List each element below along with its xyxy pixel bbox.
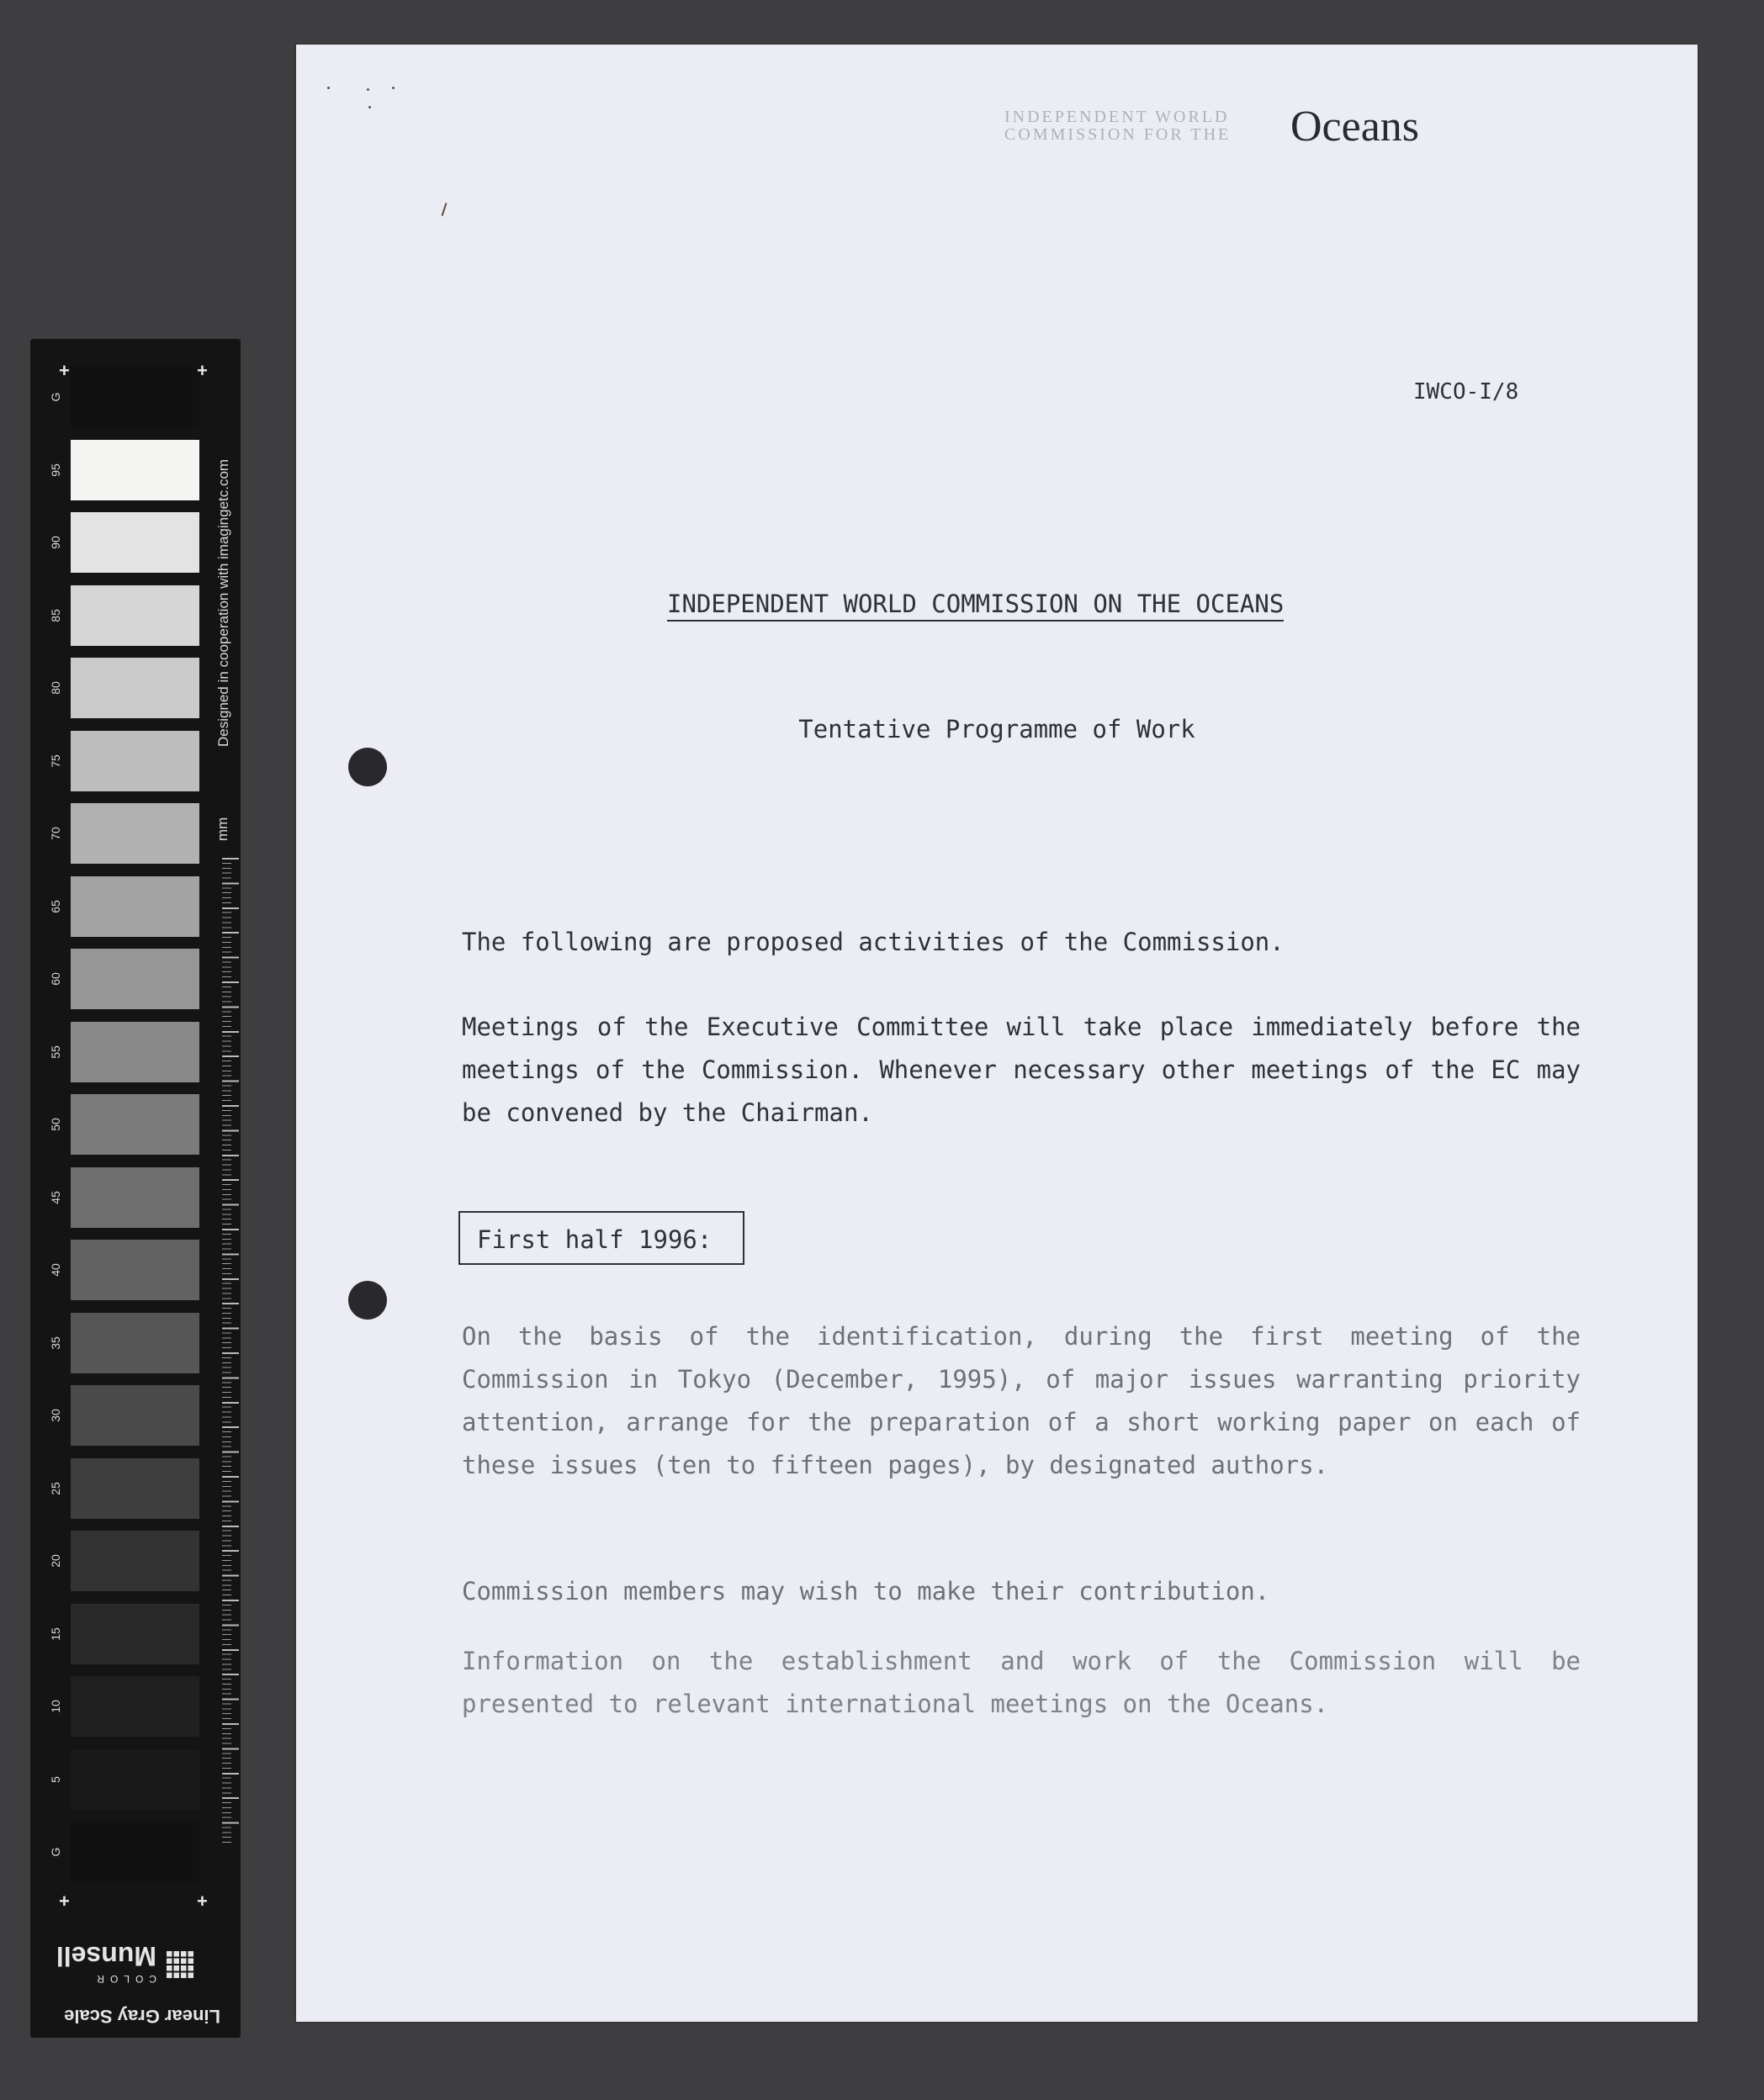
ruler-unit-label: mm (215, 817, 230, 841)
gray-patch-label: 25 (49, 1481, 62, 1495)
gray-patch-label: G (49, 392, 62, 402)
gray-patch-label: 85 (49, 608, 62, 622)
gray-patch (71, 1458, 199, 1519)
paper-speck (327, 87, 330, 89)
gray-patch-label: 60 (49, 972, 62, 986)
strip-credit-text: Designed in cooperation with imagingetc.com (215, 458, 231, 747)
document-page (296, 45, 1698, 2022)
gray-patch (71, 1749, 199, 1810)
gray-patch (71, 512, 199, 573)
registration-mark: + (59, 360, 70, 381)
registration-mark: + (59, 1891, 70, 1912)
gray-patch (71, 731, 199, 791)
gray-patch-label: 75 (49, 754, 62, 768)
gray-patch (71, 1604, 199, 1664)
gray-patch-label: 30 (49, 1409, 62, 1422)
paragraph-basis: On the basis of the identification, during the first meeting of the Commission in Tokyo (December, 1995), of major issues warranting priority attention, arrange for the preparation of a short working paper on each of these issues (ten to fifteen pages), by designated authors. (462, 1322, 1581, 1479)
scale-name: Linear Gray Scale (64, 2006, 220, 2027)
section-label-first-half-1996: First half 1996: (458, 1211, 744, 1265)
registration-mark: + (197, 360, 208, 381)
gray-patch (71, 1022, 199, 1082)
gray-patch (71, 1240, 199, 1300)
paragraph-intro: The following are proposed activities of the Commission. (462, 928, 1285, 956)
registration-mark: + (197, 1891, 208, 1912)
gray-patch-label: 90 (49, 536, 62, 549)
gray-patch-label: 45 (49, 1190, 62, 1204)
gray-patch (71, 440, 199, 500)
gray-patch (71, 949, 199, 1009)
document-title: INDEPENDENT WORLD COMMISSION ON THE OCEANS (667, 590, 1284, 622)
gray-patch-label: 35 (49, 1336, 62, 1350)
gray-patch (71, 1822, 199, 1882)
gray-patch-label: 15 (49, 1627, 62, 1641)
gray-patch (71, 585, 199, 646)
letterhead-line-2: COMMISSION FOR THE (1004, 125, 1232, 144)
pen-mark (442, 203, 448, 216)
gray-patch (71, 658, 199, 718)
gray-patch-label: 5 (49, 1775, 62, 1783)
gray-patch (71, 1094, 199, 1155)
gray-patch (71, 1313, 199, 1373)
punch-hole (348, 1281, 387, 1320)
brand-sub: COLOR (91, 1973, 156, 1985)
document-reference: IWCO-I/8 (1413, 379, 1519, 405)
gray-scale-strip (30, 339, 241, 2038)
munsell-logo-icon (167, 1951, 195, 1980)
gray-patch (71, 803, 199, 864)
gray-patch-label: 95 (49, 463, 62, 477)
gray-patch (71, 876, 199, 937)
gray-patch-label: G (49, 1847, 62, 1857)
letterhead-oceans: Oceans (1290, 103, 1420, 151)
gray-patch-label: 65 (49, 899, 62, 913)
gray-patch (71, 1385, 199, 1446)
gray-patch-label: 20 (49, 1554, 62, 1568)
punch-hole (348, 748, 387, 786)
gray-patch-label: 40 (49, 1263, 62, 1277)
gray-patch-label: 70 (49, 827, 62, 840)
paper-speck (392, 87, 395, 89)
gray-patch (71, 1676, 199, 1737)
gray-patch-label: 55 (49, 1045, 62, 1059)
letterhead-small-text (1004, 108, 1231, 144)
paper-speck (367, 88, 369, 91)
brand-name: Munsell (56, 1941, 156, 1971)
gray-patch-label: 10 (49, 1700, 62, 1713)
paragraph-information: Information on the establishment and work of the Commission will be presented to relevant international meetings on the Oceans. (462, 1647, 1581, 1718)
document-subtitle: Tentative Programme of Work (798, 715, 1195, 743)
gray-patch (71, 1167, 199, 1228)
gray-patch-label: 50 (49, 1118, 62, 1131)
paragraph-meetings: Meetings of the Executive Committee will take place immediately before the meetings of the Commission. Whenever necessary other meetings of the EC may be convened by the Chairman. (462, 1013, 1581, 1127)
paragraph-members: Commission members may wish to make their contribution. (462, 1577, 1270, 1605)
gray-patch (71, 1531, 199, 1591)
letterhead-line-1: INDEPENDENT WORLD (1004, 108, 1230, 126)
gray-patch (71, 367, 199, 427)
gray-patch-label: 80 (49, 681, 62, 695)
paper-speck (368, 106, 371, 108)
mm-ruler (222, 858, 239, 1847)
munsell-brand (52, 1926, 220, 2027)
